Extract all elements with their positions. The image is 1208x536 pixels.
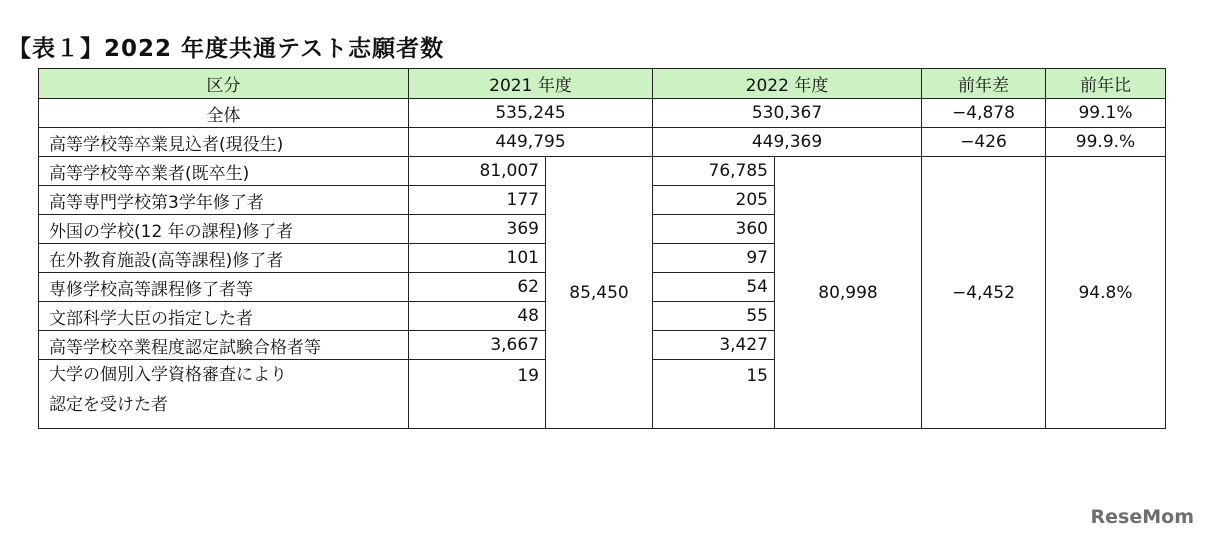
value-2022: 76,785 [653,157,775,186]
row-label: 専修学校高等課程修了者等 [39,273,409,302]
subtotal-2022: 80,998 [775,157,922,429]
subtotal-ratio: 94.8% [1046,157,1166,429]
value-2022: 3,427 [653,331,775,360]
row-label: 高等学校卒業程度認定試験合格者等 [39,331,409,360]
value-2022: 97 [653,244,775,273]
row-label: 外国の学校(12 年の課程)修了者 [39,215,409,244]
row-label: 高等学校等卒業見込者(現役生) [39,128,409,157]
value-2021: 535,245 [409,99,653,128]
table-title: 【表１】2022 年度共通テスト志願者数 [8,36,445,62]
row-label: 高等学校等卒業者(既卒生) [39,157,409,186]
value-2022: 360 [653,215,775,244]
row-label: 在外教育施設(高等課程)修了者 [39,244,409,273]
row-label: 大学の個別入学資格審査により認定を受けた者 [39,360,409,429]
row-label: 高等専門学校第3学年修了者 [39,186,409,215]
header-ratio: 前年比 [1046,69,1166,99]
value-2021: 19 [409,360,546,429]
value-2021: 81,007 [409,157,546,186]
value-2021: 101 [409,244,546,273]
value-diff: −4,878 [922,99,1046,128]
header-2022: 2022 年度 [653,69,922,99]
table-row [39,99,1166,128]
header-row [39,69,1166,99]
value-2021: 369 [409,215,546,244]
value-2021: 449,795 [409,128,653,157]
value-diff: −426 [922,128,1046,157]
value-ratio: 99.1% [1046,99,1166,128]
value-2022: 54 [653,273,775,302]
subtotal-2021: 85,450 [546,157,653,429]
subtotal-diff: −4,452 [922,157,1046,429]
row-label: 全体 [39,99,409,128]
row-label: 文部科学大臣の指定した者 [39,302,409,331]
table-row [39,128,1166,157]
resemom-logo: ReseMom [1090,506,1194,528]
value-2022: 55 [653,302,775,331]
header-diff: 前年差 [922,69,1046,99]
value-ratio: 99.9.% [1046,128,1166,157]
value-2022: 205 [653,186,775,215]
value-2021: 3,667 [409,331,546,360]
table-row [39,157,1166,186]
applicants-table [38,68,1166,429]
value-2022: 15 [653,360,775,429]
value-2021: 48 [409,302,546,331]
value-2022: 449,369 [653,128,922,157]
value-2021: 62 [409,273,546,302]
value-2022: 530,367 [653,99,922,128]
header-2021: 2021 年度 [409,69,653,99]
value-2021: 177 [409,186,546,215]
header-category: 区分 [39,69,409,99]
